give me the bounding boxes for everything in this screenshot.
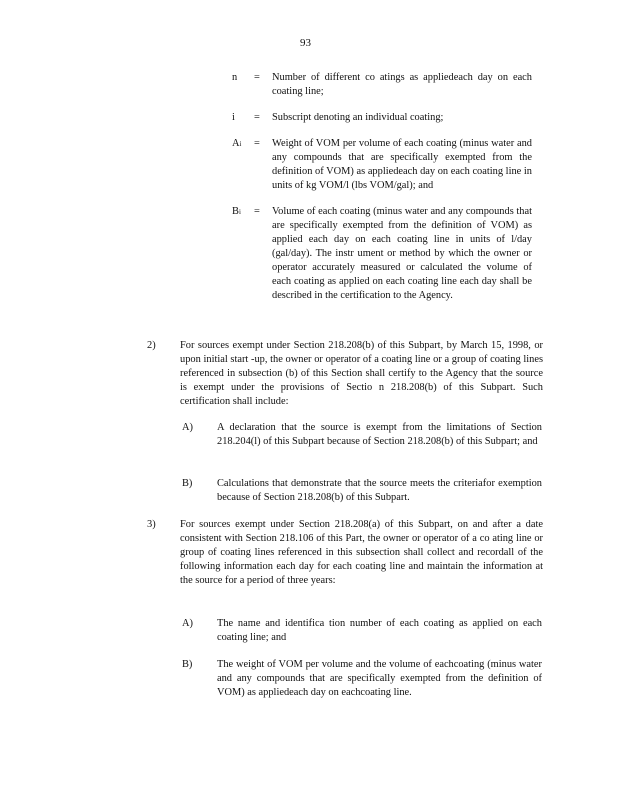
paragraph-2-b xyxy=(182,477,542,505)
symbol: n xyxy=(232,72,238,83)
definition-text: Subscript denoting an individual coating; xyxy=(272,112,444,123)
item-text: For sources exempt under Section 218.208(a) of this Subpart, on and after a date consistent with Section 218.106 of this Part, the owner or operator of a co ating line or group of coating lines referenced in this subsection shall collect and recordall of the following information each day for each coating line and maintain the information at the source for a period of three years: xyxy=(180,519,543,586)
item-text: The name and identifica tion number of each coating as applied on each coating line; and xyxy=(217,618,542,643)
definitions-list xyxy=(232,71,537,315)
paragraph-3-a xyxy=(182,617,542,645)
symbol: Ai xyxy=(232,138,242,149)
paragraph-3 xyxy=(147,518,543,588)
paragraph-2 xyxy=(147,339,543,409)
definition-i xyxy=(232,111,537,125)
item-text: A declaration that the source is exempt from the limitations of Section 218.204(l) of this Subpart because of Section 218.208(b) of this Subpart; and xyxy=(217,422,542,447)
definition-text: Weight of VOM per volume of each coating (minus water and any compounds that are specifically exempted from the definition of VOM) as appliedeach day on each coating line in units of kg VOM/l (lbs VOM/gal); and xyxy=(272,138,532,191)
definition-a-i xyxy=(232,137,537,193)
definition-b-i xyxy=(232,205,537,303)
symbol: i xyxy=(232,112,235,123)
item-number: 2) xyxy=(147,340,156,351)
definition-text: Volume of each coating (minus water and any compounds that are specifically exempted from the definition of VOM) as applied each day on each coating line in units of l/day (gal/day). The instr ument or method by which the owner or operator accurately measured or calculated the volume of each coating as applied on each coating line each day shall be described in the certification to the Agency. xyxy=(272,206,532,301)
equals-sign: = xyxy=(254,138,260,149)
item-text: For sources exempt under Section 218.208(b) of this Subpart, by March 15, 1998, or upon initial start -up, the owner or operator of a coating line or a group of coating lines referenced in subsection (b) of this Section shall certify to the Agency that the source is exempt under the provisions of Sectio n 218.208(b) of this Subpart. Such certification shall include: xyxy=(180,340,543,407)
item-text: The weight of VOM per volume and the volume of eachcoating (minus water and any compounds that are specifically exempted from the definition of VOM) as appliedeach day on eachcoating line. xyxy=(217,659,542,698)
equals-sign: = xyxy=(254,72,260,83)
item-number: B) xyxy=(182,659,193,670)
item-number: A) xyxy=(182,422,193,433)
paragraph-2-a xyxy=(182,421,542,449)
equals-sign: = xyxy=(254,112,260,123)
definition-text: Number of different co atings as appliedeach day on each coating line; xyxy=(272,72,532,97)
equals-sign: = xyxy=(254,206,260,217)
symbol: Bi xyxy=(232,206,241,217)
page-number: 93 xyxy=(300,37,311,49)
paragraph-3-b xyxy=(182,658,542,700)
item-number: A) xyxy=(182,618,193,629)
definition-n xyxy=(232,71,537,99)
item-number: B) xyxy=(182,478,193,489)
item-number: 3) xyxy=(147,519,156,530)
item-text: Calculations that demonstrate that the source meets the criteriafor exemption because of Section 218.208(b) of this Subpart. xyxy=(217,478,542,503)
